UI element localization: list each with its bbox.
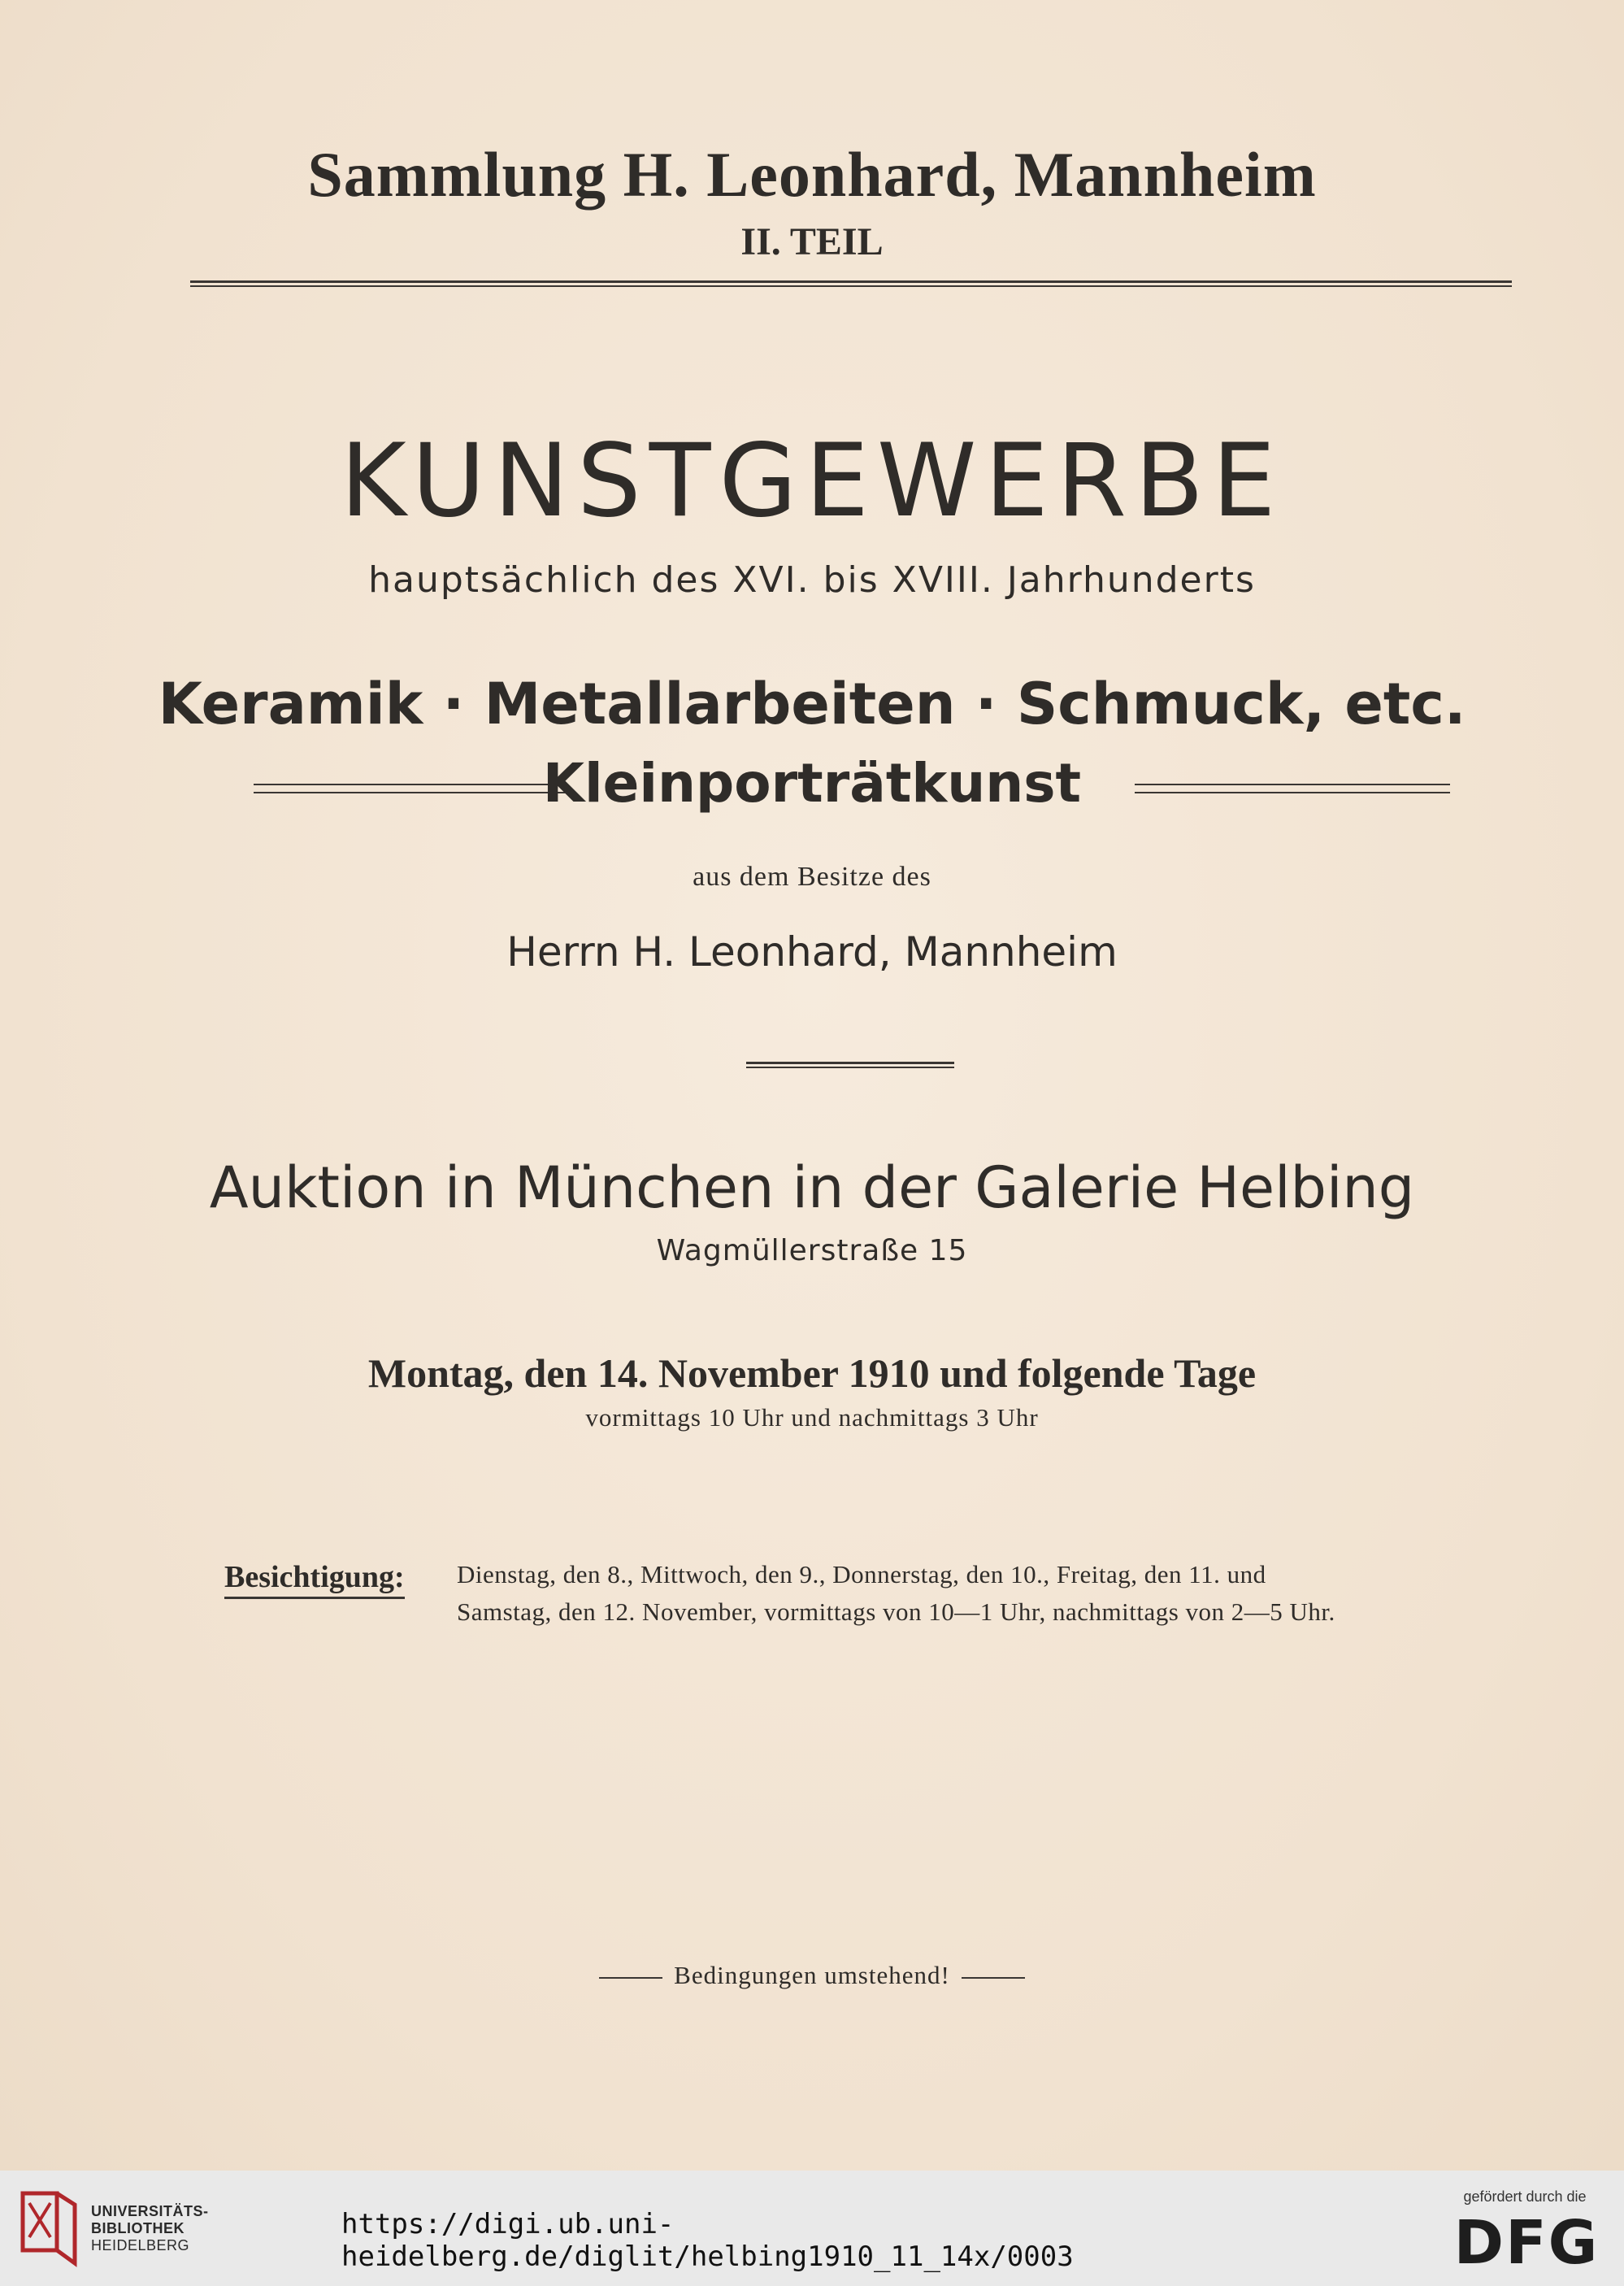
auction-times: vormittags 10 Uhr und nachmittags 3 Uhr (585, 1403, 1039, 1432)
part-label: II. TEIL (740, 220, 884, 263)
library-name-line-3: HEIDELBERG (91, 2237, 190, 2253)
subcategory-line: Kleinporträtkunst (542, 752, 1082, 815)
conditions-note: Bedingungen umstehend! (674, 1961, 950, 1989)
sub-heading: hauptsächlich des XVI. bis XVIII. Jahrhunderts (368, 559, 1256, 601)
main-heading: KUNSTGEWERBE (340, 423, 1284, 540)
funding-note: gefördert durch die (1463, 2188, 1587, 2205)
categories-line: Keramik · Metallarbeiten · Schmuck, etc. (158, 671, 1466, 737)
viewing-line-1: Dienstag, den 8., Mittwoch, den 9., Donnerstag, den 10., Freitag, den 11. und (457, 1560, 1266, 1588)
right-ornamental-rule (1135, 784, 1450, 793)
auction-title: Auktion in München in der Galerie Helbing (209, 1154, 1415, 1221)
provenance-intro: aus dem Besitze des (693, 862, 931, 892)
university-library-logo-icon (18, 2185, 80, 2270)
auction-address: Wagmüllerstraße 15 (656, 1234, 968, 1267)
auction-date: Montag, den 14. November 1910 und folgende Tage (367, 1350, 1257, 1396)
viewing-line-2: Samstag, den 12. November, vormittags von 10—1 Uhr, nachmittags von 2—5 Uhr. (457, 1597, 1335, 1626)
library-name-line-2: BIBLIOTHEK (91, 2220, 185, 2236)
library-name (91, 2203, 209, 2254)
middle-rule (746, 1062, 954, 1068)
top-double-rule (190, 280, 1512, 287)
viewing-schedule (457, 1556, 1494, 1631)
dfg-logo: DFG (1453, 2208, 1600, 2278)
library-name-line-1: UNIVERSITÄTS- (91, 2203, 209, 2219)
viewing-label: Besichtigung: (224, 1559, 405, 1599)
left-dash (599, 1977, 662, 1979)
conditions-note-row (0, 1961, 1624, 1990)
permalink-url[interactable]: https://digi.ub.uni-heidelberg.de/diglit/helbing1910_11_14x/0003 (341, 2208, 1074, 2273)
collection-title: Sammlung H. Leonhard, Mannheim (307, 139, 1317, 210)
viewer-footer (0, 2171, 1624, 2286)
right-dash (962, 1977, 1025, 1979)
owner-name: Herrn H. Leonhard, Mannheim (506, 928, 1118, 976)
